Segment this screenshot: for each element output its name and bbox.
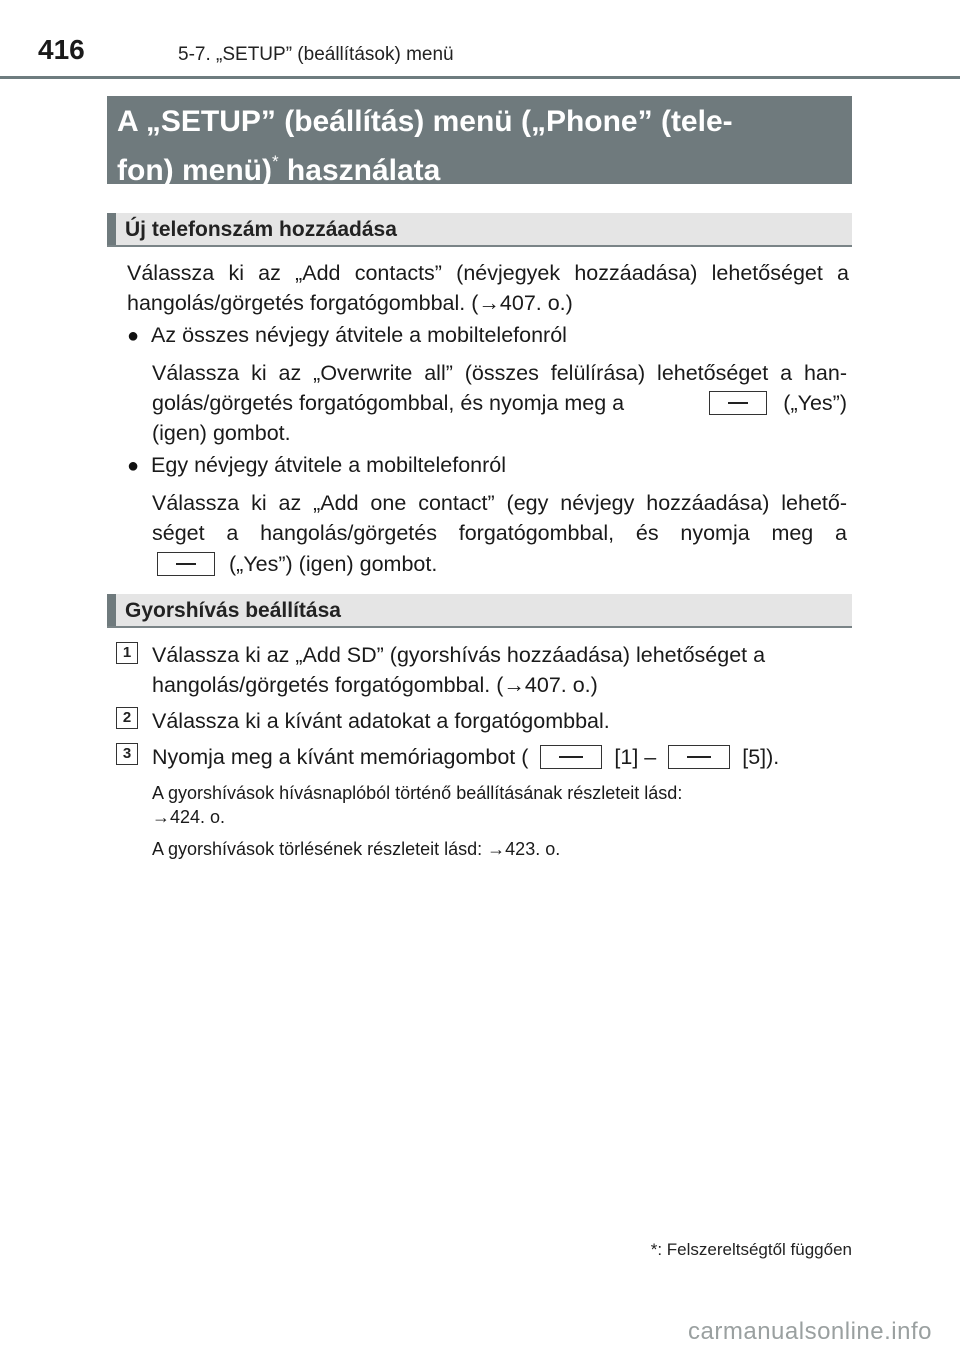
bullet-1-text-3: (igen) gombot. bbox=[152, 421, 291, 445]
step-number-2: 2 bbox=[116, 707, 138, 729]
intro-line-2-text: hangolás/görgetés forgatógombbal. ( bbox=[127, 291, 479, 315]
title-line-2 bbox=[117, 142, 842, 191]
section-heading-new-number bbox=[107, 213, 852, 247]
title-asterisk: * bbox=[271, 152, 279, 171]
arrow-icon: → bbox=[487, 839, 506, 859]
asterisk-icon: * bbox=[650, 1240, 658, 1259]
bullet-dot-icon: ● bbox=[127, 325, 140, 347]
bullet-2-text-2: séget a hangolás/görgetés forgatógombbal, és nyomja meg a bbox=[152, 521, 847, 545]
yes-button-symbol bbox=[709, 391, 767, 415]
step-3-post: [5]). bbox=[742, 745, 780, 769]
intro-page-ref: 407. o.) bbox=[499, 291, 573, 315]
footnote-text: : Felszereltségtől függően bbox=[657, 1240, 852, 1259]
section-heading-text: Új telefonszám hozzáadása bbox=[125, 218, 397, 241]
bullet-dot-icon: ● bbox=[127, 455, 140, 477]
step-3-mid: [1] – bbox=[614, 745, 657, 769]
step-1-line-2-text: hangolás/görgetés forgatógombbal. ( bbox=[152, 673, 504, 697]
bullet-1-title-text: Az összes névjegy átvitele a mobiltelefonról bbox=[151, 323, 567, 347]
watermark: carmanualsonline.info bbox=[688, 1318, 932, 1345]
header-rule bbox=[0, 76, 960, 79]
bullet-1-text-2a: golás/görgetés forgatógombbal, és nyomja meg a bbox=[152, 391, 625, 415]
page-title bbox=[107, 96, 852, 187]
arrow-icon: → bbox=[503, 673, 525, 697]
running-head: 5-7. „SETUP” (beállítások) menü bbox=[178, 44, 454, 65]
bullet-1-text-2 bbox=[152, 388, 847, 418]
step-3-line-1 bbox=[152, 742, 779, 772]
step-1-line-1: Válassza ki az „Add SD” (gyorshívás hozzáadása) lehetőséget a bbox=[152, 643, 766, 667]
footnote bbox=[651, 1240, 852, 1260]
step-number-3: 3 bbox=[116, 743, 138, 765]
bullet-1-text-2b: („Yes”) bbox=[783, 391, 847, 415]
bullet-2-text-3-row bbox=[157, 549, 437, 579]
title-line-2-b: használata bbox=[278, 154, 441, 187]
memory-button-symbol bbox=[540, 745, 602, 769]
step-number-1: 1 bbox=[116, 642, 138, 664]
bullet-2-text-3: („Yes”) (igen) gombot. bbox=[229, 552, 438, 576]
bullet-1-title bbox=[127, 320, 567, 351]
title-line-2-a: fon) menü) bbox=[117, 154, 272, 187]
section-heading-bar bbox=[107, 213, 116, 245]
section-heading-text: Gyorshívás beállítása bbox=[125, 599, 341, 622]
note-1-line-2 bbox=[152, 805, 225, 829]
page-number: 416 bbox=[38, 34, 85, 65]
bullet-1-text-1: Válassza ki az „Overwrite all” (összes felülírása) lehetőséget a han- bbox=[152, 361, 847, 385]
section-heading-bar bbox=[107, 594, 116, 626]
step-3-pre: Nyomja meg a kívánt memóriagombot ( bbox=[152, 745, 529, 769]
note-2 bbox=[152, 837, 560, 861]
note-2-page-ref: 423. o. bbox=[505, 839, 561, 859]
bullet-2-title-text: Egy névjegy átvitele a mobiltelefonról bbox=[151, 453, 506, 477]
note-1-page-ref: 424. o. bbox=[170, 807, 226, 827]
bullet-2-text-1: Válassza ki az „Add one contact” (egy névjegy hozzáadása) lehető- bbox=[152, 491, 847, 515]
step-2-line-1: Válassza ki a kívánt adatokat a forgatógombbal. bbox=[152, 709, 610, 733]
yes-button-symbol bbox=[157, 552, 215, 576]
intro-line-1: Válassza ki az „Add contacts” (névjegyek hozzáadása) lehetőséget a bbox=[127, 261, 849, 285]
arrow-icon: → bbox=[152, 807, 170, 827]
step-1-line-2 bbox=[152, 670, 847, 700]
section-heading-speed-dial bbox=[107, 594, 852, 628]
note-1-line-1: A gyorshívások hívásnaplóból történő beállításának részleteit lásd: bbox=[152, 783, 683, 803]
note-2-text: A gyorshívások törlésének részleteit lásd: bbox=[152, 839, 488, 859]
intro-line-2 bbox=[127, 288, 849, 318]
step-1-page-ref: 407. o.) bbox=[524, 673, 598, 697]
bullet-2-title bbox=[127, 450, 506, 481]
memory-button-symbol bbox=[668, 745, 730, 769]
arrow-icon: → bbox=[478, 291, 500, 315]
title-line-1: A „SETUP” (beállítás) menü („Phone” (tele- bbox=[117, 105, 733, 138]
